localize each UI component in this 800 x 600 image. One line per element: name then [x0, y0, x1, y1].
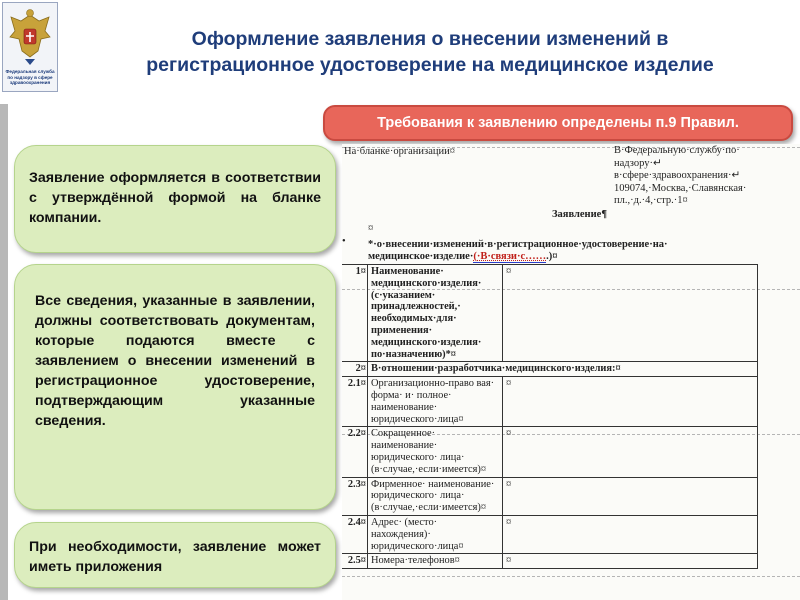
table-row [342, 265, 758, 362]
letterhead-label: На·бланке·организации¤ [344, 146, 455, 157]
table-row [342, 477, 758, 515]
form-heading: Заявление¶ [552, 209, 607, 220]
info-card-form: Заявление оформляется в соответствии с утверждённой формой на бланке компании. [14, 145, 336, 253]
row-number: 1¤ [342, 265, 368, 362]
row-value: ¤ [503, 427, 758, 477]
row-number: 2.5¤ [342, 554, 368, 569]
row-value: ¤ [503, 515, 758, 553]
row-label: Фирменное· наименование· юридического· лица· (в·случае,·если·имеется)¤ [368, 477, 503, 515]
row-value: ¤ [503, 265, 758, 362]
row-label: Наименование· медицинского·изделия· (с·указанием· принадлежностей,· необходимых·для· применения· медицинского·изделия· по·назначению)*¤ [368, 265, 503, 362]
row-label: Номера·телефонов¤ [368, 554, 503, 569]
table-row [342, 554, 758, 569]
roszdravnadzor-logo [2, 2, 58, 92]
table-row [342, 362, 758, 377]
table-row [342, 427, 758, 477]
form-subject: *·о·внесении·изменений·в·регистрационное·удостоверение·на· медицинское·изделие·(·В·связи·с…….)¤ [368, 239, 668, 262]
eagle-emblem-icon [7, 7, 53, 67]
logo-caption: Федеральная служба по надзору в сфере здравоохранения [5, 69, 55, 86]
row-value: ¤ [503, 554, 758, 569]
row-label: Сокращенное· наименование· юридического· лица· (в·случае,·если·имеется)¤ [368, 427, 503, 477]
row-number: 2¤ [342, 362, 368, 377]
row-value: ¤ [503, 477, 758, 515]
row-number: 2.2¤ [342, 427, 368, 477]
row-label: Организационно-право вая· форма· и· полное· наименование· юридического·лица¤ [368, 377, 503, 427]
form-table [342, 264, 758, 569]
info-card-attachments: При необходимости, заявление может иметь приложения [14, 522, 336, 588]
addressee-block: В·Федеральную·службу·по· надзору·↵ в·сфере·здравоохранения·↵ 109074,·Москва,·Славянская· пл.,·д.·4,·стр.·1¤ [614, 145, 747, 206]
row-label: В·отношении·разработчика·медицинского·изделия:¤ [368, 362, 758, 377]
row-number: 2.3¤ [342, 477, 368, 515]
page-title: Оформление заявления о внесении изменений в регистрационное удостоверение на медицинское изделие [146, 28, 714, 76]
row-number: 2.4¤ [342, 515, 368, 553]
table-row [342, 377, 758, 427]
info-card-data-consistency: Все сведения, указанные в заявлении, должны соответствовать документам, которые подаются вместе с заявлением о внесении изменений в регистрационное удостоверение, подтверждающим указанные сведения. [14, 264, 336, 510]
row-number: 2.1¤ [342, 377, 368, 427]
row-label: Адрес· (место· нахождения)· юридического·лица¤ [368, 515, 503, 553]
paragraph-mark: ¤ [368, 223, 374, 234]
application-form-sample [342, 144, 800, 600]
bullet-mark: • [342, 236, 346, 247]
table-row [342, 515, 758, 553]
left-decor-strip [0, 104, 8, 600]
row-value: ¤ [503, 377, 758, 427]
reason-placeholder: (·В·связи·с…… [473, 251, 547, 262]
requirements-banner: Требования к заявлению определены п.9 Правил. [323, 105, 793, 141]
